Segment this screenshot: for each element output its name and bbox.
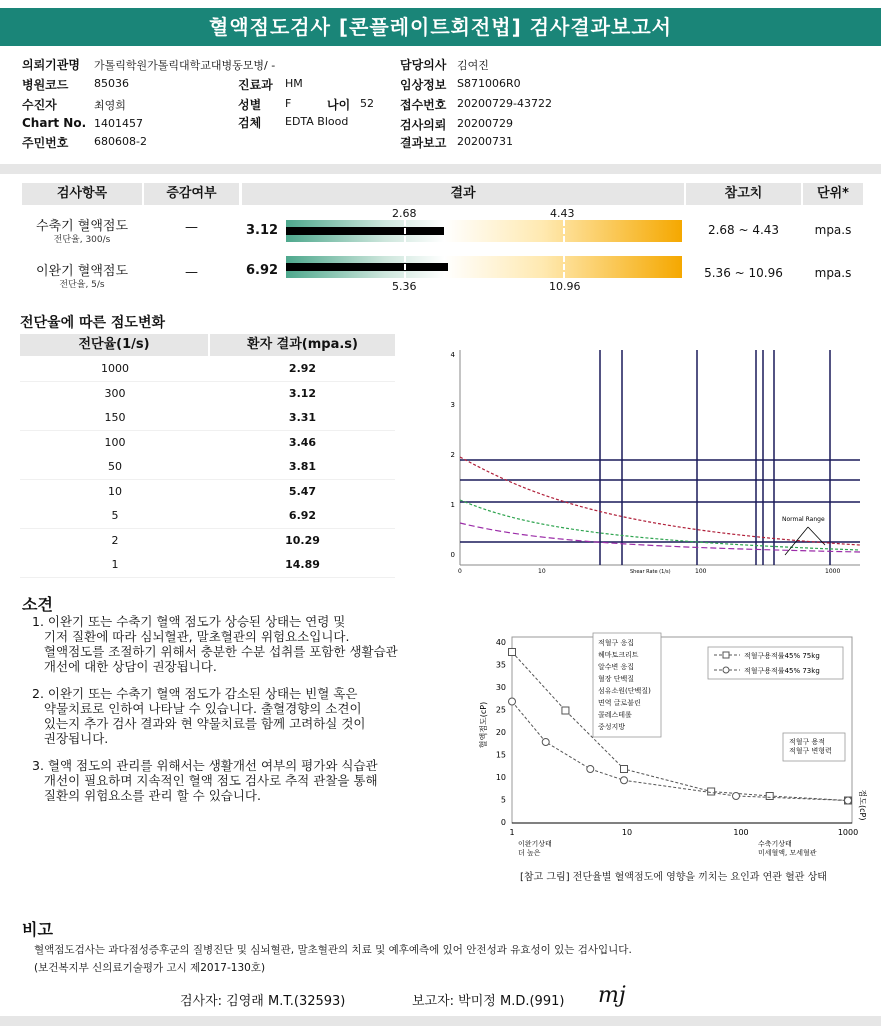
y-tick: 10 (495, 773, 506, 782)
ref-high-label: 4.43 (550, 207, 575, 220)
value: 1401457 (94, 117, 143, 130)
report-title: 혈액점도검사 [콘플레이트회전법] 검사결과보고서 (0, 8, 881, 46)
result-value-bar (286, 263, 448, 271)
value: 20200729-43722 (457, 97, 552, 110)
ref-range: 2.68 ~ 4.43 (707, 223, 780, 237)
unit: mpa.s (814, 223, 852, 237)
signature-mark: mj (598, 983, 626, 1008)
shear-rate: 100 (104, 435, 126, 449)
series-red (460, 457, 860, 545)
findings-title: 소견 (22, 595, 53, 614)
shear-row (20, 431, 395, 456)
value: 김여진 (457, 59, 489, 72)
value: 최영희 (94, 99, 126, 112)
shear-rate-chart (430, 345, 865, 575)
label: 결과보고 (400, 136, 447, 150)
x-tick: 100 (695, 568, 707, 575)
y-ticks (496, 638, 506, 827)
series-point (621, 766, 628, 773)
y-tick: 2 (450, 451, 455, 459)
y-tick: 0 (500, 818, 506, 827)
ref-low-marker (404, 220, 406, 242)
shear-value: 14.89 (285, 558, 320, 571)
value: HM (285, 77, 303, 90)
series-point (542, 739, 549, 746)
label: 임상정보 (400, 78, 447, 92)
shear-row (20, 529, 395, 554)
ref-high-label: 10.96 (549, 280, 581, 293)
shear-rate: 50 (108, 460, 122, 473)
separator (0, 164, 881, 174)
label: 병원코드 (22, 78, 69, 92)
factor-item: 면역 글로불린 (598, 699, 641, 707)
result-value: 6.92 (246, 263, 279, 278)
factor-item: 콜레스테롤 (598, 711, 632, 719)
shear-row (20, 480, 395, 505)
remarks-text: 혈액점도검사는 과다점성증후군의 질병진단 및 심뇌혈관, 말초혈관의 치료 및 예후예측에 있어 안전성과 유효성이 있는 검사입니다. (34, 944, 632, 956)
y-axis-label: 혈액점도(cP) (479, 701, 488, 749)
shear-row (20, 455, 395, 480)
label: 진료과 (238, 78, 273, 92)
ref-range: 5.36 ~ 10.96 (704, 266, 783, 280)
value: EDTA Blood (285, 115, 349, 128)
change-indicator: — (185, 220, 198, 235)
shear-value: 6.92 (288, 509, 317, 522)
region-label: Normal Range (782, 516, 825, 523)
y-tick: 20 (495, 728, 506, 737)
shear-rate: 1000 (101, 362, 129, 375)
label: 주민번호 (22, 136, 69, 150)
y-tick: 40 (495, 638, 506, 647)
value: S871006R0 (457, 77, 521, 90)
series-point (509, 649, 516, 656)
y-tick: 0 (450, 551, 455, 559)
y2-axis-label: 점도(cP) (858, 789, 867, 821)
label: 의뢰기관명 (22, 58, 80, 72)
finding-item: 1. 이완기 또는 수축기 혈액 점도가 상승된 상태는 연령 및 기저 질환에 따라 심뇌혈관, 말초혈관의 위험요소입니다. 혈액점도를 조절하기 위해서 충분한 수분 섭취를 포함한 생활습관 개선에 대한 상담이 권장됩니다. (32, 614, 398, 674)
reference-viscosity-chart (478, 625, 868, 887)
shear-value: 3.12 (288, 386, 317, 400)
series-purple (460, 523, 860, 552)
shear-rate: 300 (104, 386, 126, 400)
factor-item: 섬유소원(단백질) (598, 687, 651, 695)
shear-value: 5.47 (288, 484, 317, 498)
legend-entry: 적혈구용적률45% 75kg (744, 652, 820, 660)
shear-col-value: 환자 결과(mpa.s) (210, 334, 395, 356)
y-tick: 30 (495, 683, 506, 692)
value: F (285, 97, 292, 110)
x-tick: 100 (733, 828, 749, 837)
x-tick: 1 (509, 828, 515, 837)
col-ref-header: 참고치 (686, 183, 801, 205)
value: 20200731 (457, 135, 513, 148)
shear-row (20, 357, 395, 382)
shear-rate: 150 (104, 411, 126, 424)
label: 검사의뢰 (400, 118, 447, 132)
series-point (509, 698, 516, 705)
patient-info (0, 50, 881, 160)
series-point (845, 797, 852, 804)
shear-rate: 2 (111, 533, 119, 547)
series-point (708, 788, 715, 795)
x-right-note: 수축기상태 미세혈액, 모세혈관 (758, 840, 817, 857)
result-sub: 전단율, 5/s (59, 280, 105, 290)
result-value: 3.12 (246, 223, 279, 238)
label: 수진자 (22, 98, 57, 112)
y-tick: 4 (450, 351, 455, 359)
series-point (733, 793, 740, 800)
unit: mpa.s (814, 266, 852, 280)
result-value-bar (286, 227, 444, 235)
factor-item: 혈장 단백질 (598, 675, 635, 683)
footer-separator (0, 1016, 881, 1026)
shear-value: 3.31 (288, 411, 317, 424)
factor-item: 적혈구 응집 (598, 639, 635, 647)
x-tick: 1000 (825, 568, 841, 575)
label: Chart No. (22, 116, 87, 130)
label: 성별 (238, 98, 262, 112)
result-name: 수축기 혈액점도 (35, 219, 129, 234)
y-tick: 25 (495, 705, 506, 715)
remarks-title: 비고 (22, 920, 53, 939)
finding-item: 3. 혈액 점도의 관리를 위해서는 생활개선 여부의 평가와 식습관 개선이 필요하며 지속적인 혈액 점도 검사로 추적 관찰을 통해 질환의 위험요소를 관리 할 수 있습니다. (32, 758, 378, 803)
shear-col-rate: 전단율(1/s) (20, 334, 208, 356)
y-tick: 1 (450, 501, 455, 509)
section-title: 전단율에 따른 점도변화 (20, 315, 165, 331)
label: 접수번호 (400, 98, 447, 112)
ref-high-marker (563, 220, 565, 242)
factor-item: 중성지방 (598, 723, 626, 731)
label: 나이 (327, 98, 351, 112)
shear-row (20, 504, 395, 529)
series-point (621, 777, 628, 784)
shear-row (20, 553, 395, 578)
ref-low-marker (404, 256, 406, 278)
remarks-source: (보건복지부 신의료기술평가 고시 제2017-130호) (34, 962, 266, 974)
col-change-header: 증감여부 (144, 183, 239, 205)
legend-entry: 적혈구용적률45% 73kg (744, 667, 820, 675)
x-tick: 10 (538, 568, 546, 575)
factor-box (593, 633, 661, 737)
x-left-note: 이완기상태 더 높은 (518, 840, 552, 857)
result-name: 이완기 혈액점도 (35, 264, 129, 279)
ref-low-label: 5.36 (392, 280, 417, 293)
legend-marker (723, 667, 729, 673)
x-axis-label: Shear Rate (1/s) (630, 569, 671, 575)
ref-high-marker (563, 256, 565, 278)
result-sub: 전단율, 300/s (53, 235, 111, 245)
series-point (766, 793, 773, 800)
legend-marker (723, 652, 729, 658)
y-tick: 35 (495, 660, 506, 670)
value: 20200729 (457, 117, 513, 130)
y-tick: 3 (450, 401, 455, 409)
right-box-text: 적혈구 용적 적혈구 변형력 (789, 738, 832, 755)
shear-value: 3.46 (288, 435, 317, 449)
y-tick: 15 (495, 750, 506, 760)
shear-row (20, 406, 395, 431)
series-point (562, 707, 569, 714)
finding-item: 2. 이완기 또는 수축기 혈액 점도가 감소된 상태는 빈혈 혹은 약물치료로 인하여 나타날 수 있습니다. 출혈경향의 소견이 있는지 추가 검사 결과와 현 약물치료를 함께 고려하실 것이 권장됩니다. (32, 686, 366, 746)
value: 680608-2 (94, 135, 147, 148)
factor-item: 헤마토크리트 (598, 651, 639, 659)
x-tick: 10 (621, 828, 633, 837)
x-tick: 1000 (837, 828, 859, 837)
shear-row (20, 382, 395, 407)
shear-rate: 10 (108, 484, 122, 498)
tester: 검사자: 김영래 M.T.(32593) (180, 994, 346, 1009)
col-result-header: 결과 (242, 183, 684, 205)
col-unit-header: 단위* (803, 183, 863, 205)
shear-rate: 1 (111, 558, 119, 571)
col-item-header: 검사항목 (22, 183, 142, 205)
y-tick: 5 (500, 795, 506, 805)
value: 52 (360, 97, 374, 110)
chart-caption: [참고 그림] 전단율별 혈액점도에 영향을 끼치는 요인과 연관 혈관 상태 (520, 872, 827, 883)
label: 담당의사 (400, 58, 447, 72)
shear-value: 2.92 (288, 362, 317, 375)
shear-value: 10.29 (285, 533, 320, 547)
ref-low-label: 2.68 (392, 207, 417, 220)
series-point (587, 766, 594, 773)
value: 가톨릭학원가톨릭대학교대병동모병/ - (94, 59, 276, 72)
shear-value: 3.81 (288, 460, 317, 473)
x-tick: 0 (458, 568, 462, 575)
change-indicator: — (185, 265, 198, 280)
reporter: 보고자: 박미정 M.D.(991) (412, 994, 565, 1009)
label: 검체 (238, 116, 262, 130)
factor-item: 알수변 응집 (598, 663, 635, 671)
shear-rate: 5 (111, 509, 119, 522)
value: 85036 (94, 77, 129, 90)
